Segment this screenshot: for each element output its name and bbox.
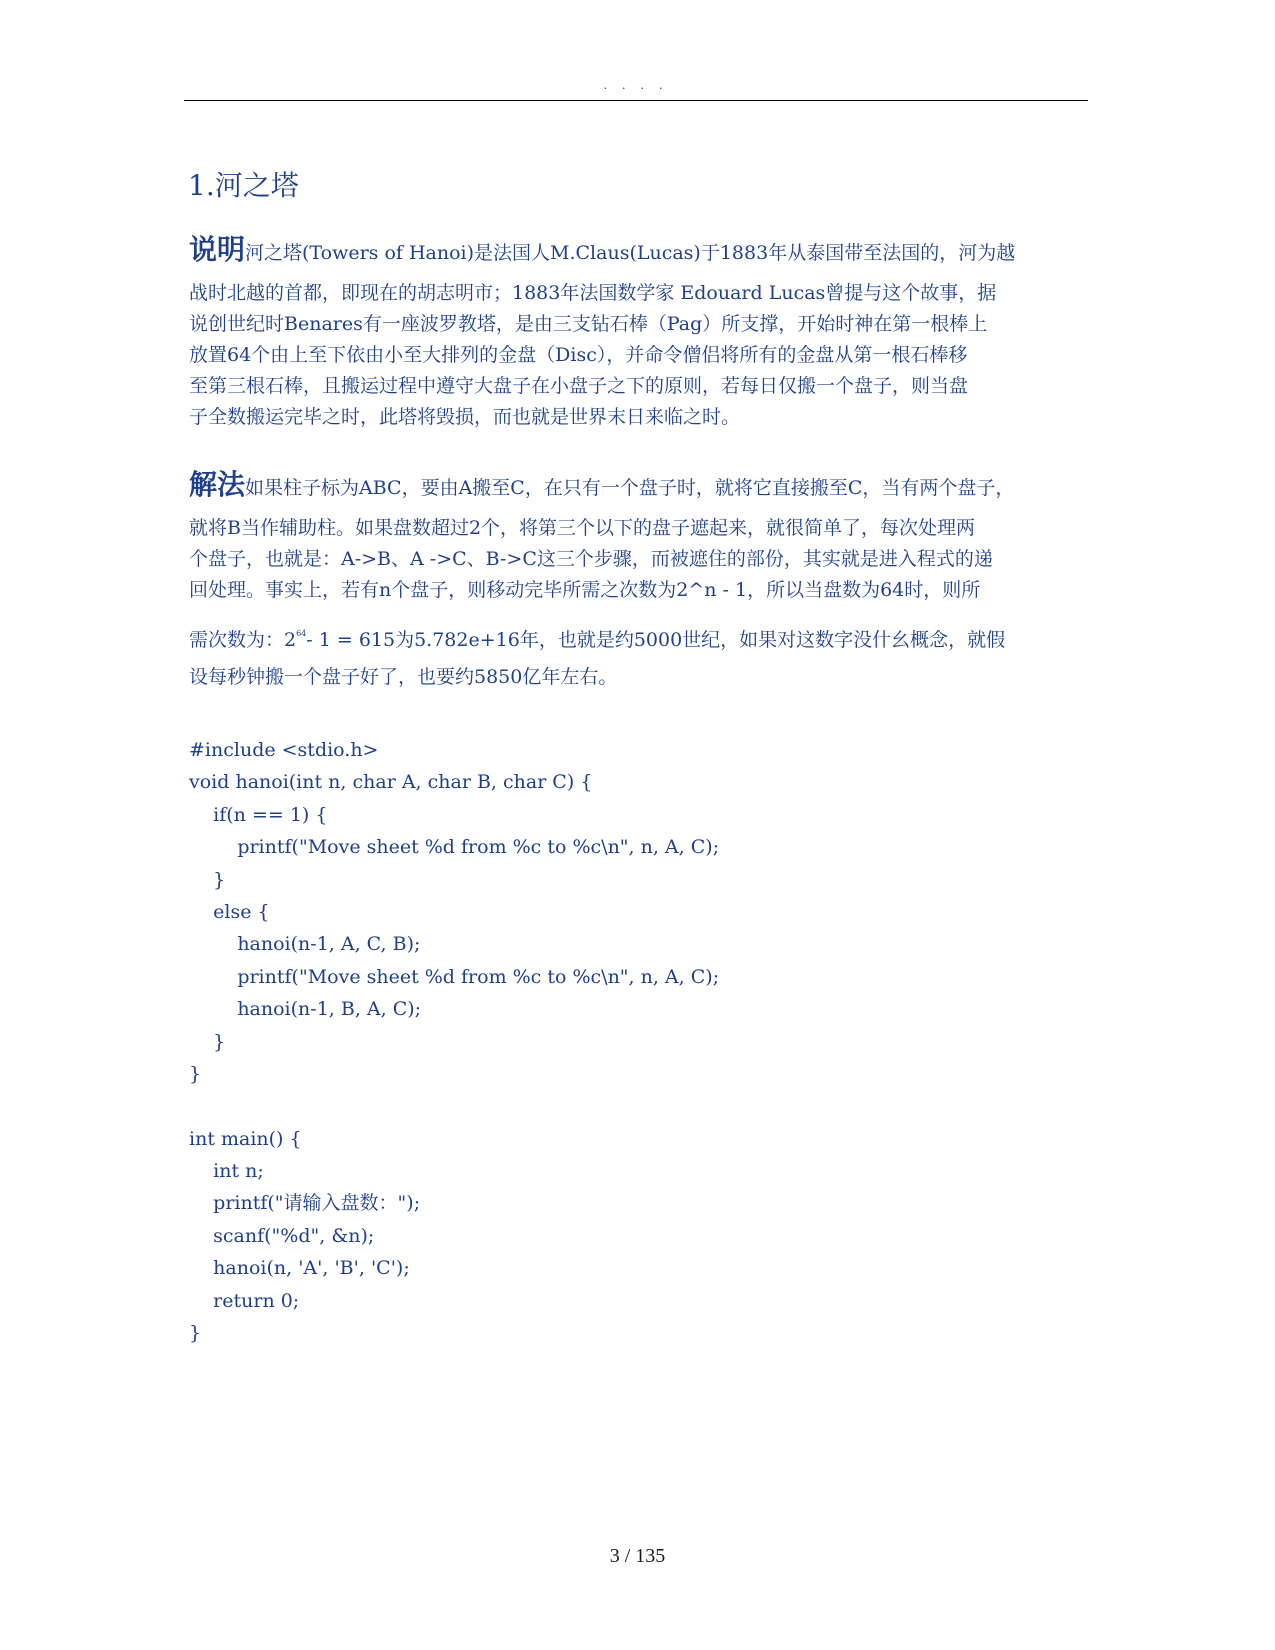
code-line: if(n == 1) { — [189, 803, 328, 826]
solution-first-line — [189, 463, 1091, 513]
code-line: printf("请输入盘数："); — [189, 1192, 421, 1215]
solution-last-line: 设每秒钟搬一个盘子好了，也要约5850亿年左右。 — [189, 666, 618, 688]
solution-formula-line — [189, 606, 1091, 651]
page-number: 3 / 135 — [609, 1545, 666, 1567]
code-line: hanoi(n-1, A, C, B); — [189, 933, 421, 956]
code-line: int n; — [189, 1160, 264, 1183]
code-line: return 0; — [189, 1289, 300, 1312]
code-line: #include <stdio.h> — [189, 739, 379, 761]
description-line: 至第三根石棒，且搬运过程中遵守大盘子在小盘子之下的原则，若每日仅搬一个盘子，则当盘 — [189, 375, 969, 397]
code-block — [189, 734, 719, 1349]
description-line: 战时北越的首都，即现在的胡志明市；1883年法国数学家 Edouard Lucas曾提与这个故事，据 — [189, 282, 997, 304]
code-line: } — [189, 1062, 202, 1085]
page-header — [184, 78, 1088, 101]
description-line: 说创世纪时Benares有一座波罗教塔，是由三支钻石棒（Pag）所支撑，开始时神在第一根棒上 — [189, 313, 988, 335]
code-line: printf("Move sheet %d from %c to %c\n", n, A, C); — [189, 965, 720, 988]
formula-suffix: - 1 = 615为5.782e+16年，也就是约5000世纪，如果对这数字没什幺概念，就假 — [306, 629, 1006, 651]
code-line: } — [189, 868, 226, 891]
header-dots: . . . . — [603, 77, 669, 92]
solution-line: 个盘子，也就是：A->B、A ->C、B->C这三个步骤，而被遮住的部份，其实就是进入程式的递 — [189, 548, 993, 570]
code-line: } — [189, 1322, 202, 1345]
solution-line: 如果柱子标为ABC，要由A搬至C，在只有一个盘子时，就将它直接搬至C，当有两个盘子， — [245, 477, 1015, 499]
code-line: scanf("%d", &n); — [189, 1224, 375, 1247]
description-line: 放置64个由上至下依由小至大排列的金盘（Disc），并命令僧侣将所有的金盘从第一根石棒移 — [189, 344, 968, 366]
code-line: int main() { — [189, 1127, 302, 1150]
description-paragraph — [189, 228, 1091, 433]
description-line: 河之塔(Towers of Hanoi)是法国人M.Claus(Lucas)于1883年从泰国带至法国的，河为越 — [245, 242, 1016, 264]
section-title: 1.河之塔 — [188, 169, 299, 202]
formula-prefix: 需次数为：2 — [189, 629, 297, 651]
code-line: printf("Move sheet %d from %c to %c\n", n, A, C); — [189, 836, 720, 859]
code-line: hanoi(n-1, B, A, C); — [189, 998, 422, 1021]
description-first-line — [189, 228, 1091, 278]
code-line — [189, 1090, 719, 1122]
solution-lead: 解法 — [189, 468, 246, 501]
description-line: 子全数搬运完毕之时，此塔将毁损，而也就是世界末日来临之时。 — [189, 406, 741, 428]
solution-paragraph — [189, 463, 1091, 695]
code-line: else { — [189, 900, 270, 923]
solution-line: 就将B当作辅助柱。如果盘数超过2个，将第三个以下的盘子遮起来，就很简单了，每次处理两 — [189, 517, 976, 539]
code-line: void hanoi(int n, char A, char B, char C) { — [189, 771, 593, 794]
code-line: hanoi(n, 'A', 'B', 'C'); — [189, 1257, 410, 1280]
description-lead: 说明 — [189, 233, 246, 266]
formula-exponent: 64 — [296, 629, 307, 638]
code-line: } — [189, 1030, 226, 1053]
solution-line: 回处理。事实上，若有n个盘子，则移动完毕所需之次数为2^n - 1，所以当盘数为64时，则所 — [189, 579, 981, 601]
